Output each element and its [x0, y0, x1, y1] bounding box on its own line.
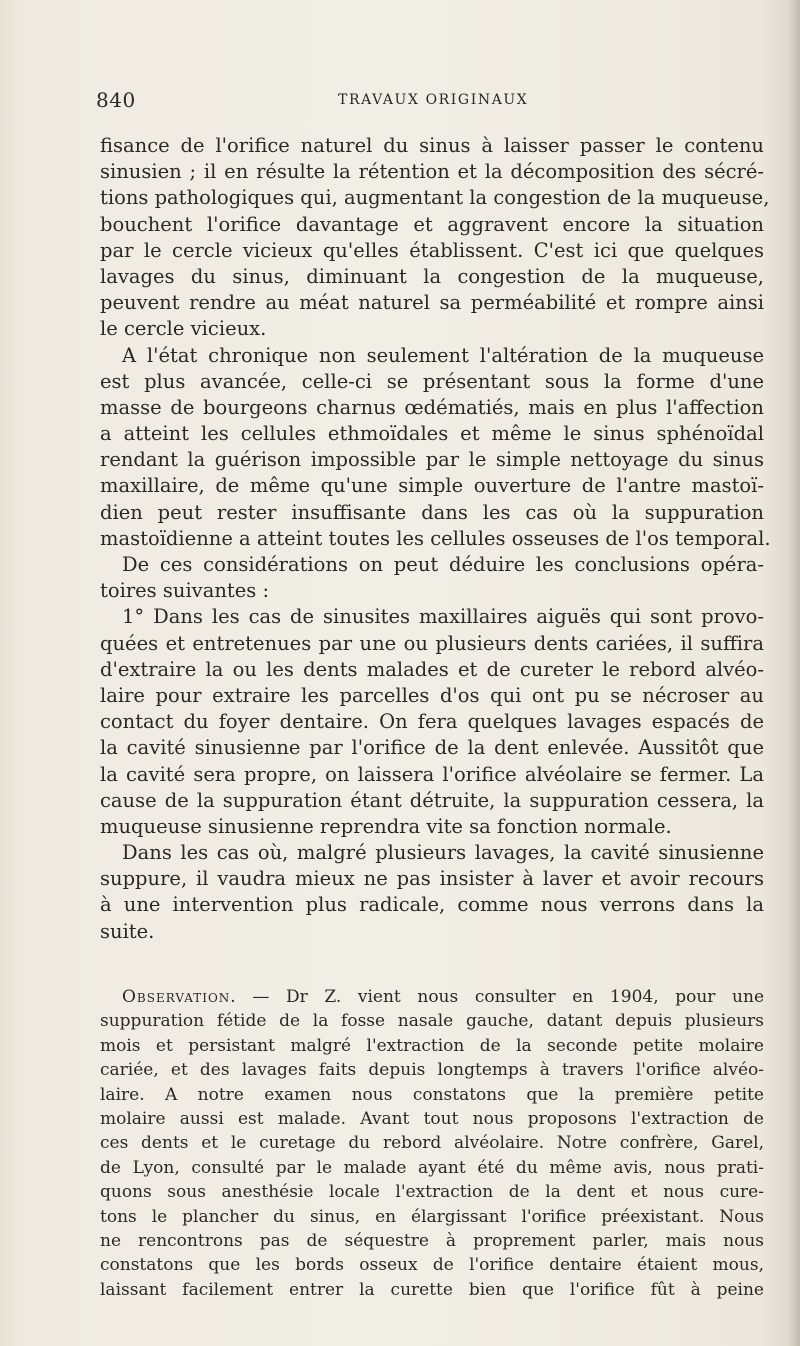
page-edge-shadow — [788, 0, 800, 1346]
text-line: De ces considérations on peut déduire les conclusions opéra- — [122, 553, 764, 576]
observation-label: Observation — [122, 987, 231, 1007]
observation-line: suppuration fétide de la fosse nasale gauche, datant depuis plusieurs — [100, 1011, 764, 1032]
observation-line: laire. A notre examen nous constatons que la première petite — [100, 1084, 764, 1105]
text-line: maxillaire, de même qu'une simple ouverture de l'antre mastoï- — [100, 474, 764, 498]
observation-block — [100, 985, 764, 1302]
text-line: laire pour extraire les parcelles d'os qui ont pu se nécroser au — [100, 683, 764, 707]
text-line: mastoïdienne a atteint toutes les cellules osseuses de l'os temporal. — [100, 526, 771, 550]
text-line: fisance de l'orifice naturel du sinus à laisser passer le contenu — [100, 134, 764, 157]
text-line: la cavité sera propre, on laissera l'orifice alvéolaire se fermer. La — [100, 762, 764, 786]
observation-first-line-text: . — Dr Z. vient nous consulter en 1904, pour une — [230, 987, 764, 1007]
text-line: par le cercle vicieux qu'elles établissent. C'est ici que quelques — [100, 238, 764, 262]
text-line: dien peut rester insuffisante dans les cas où la suppuration — [100, 500, 764, 524]
observation-line: constatons que les bords osseux de l'orifice dentaire étaient mous, — [100, 1255, 764, 1276]
text-line: muqueuse sinusienne reprendra vite sa fonction normale. — [100, 814, 672, 838]
text-line: d'extraire la ou les dents malades et de cureter le rebord alvéo- — [100, 657, 764, 681]
observation-line: de Lyon, consulté par le malade ayant été du même avis, nous prati- — [100, 1157, 764, 1178]
text-line: 1° Dans les cas de sinusites maxillaires aiguës qui sont provo- — [122, 605, 764, 629]
observation-line: tons le plancher du sinus, en élargissant l'orifice préexistant. Nous — [100, 1206, 764, 1227]
text-line: lavages du sinus, diminuant la congestion de la muqueuse, — [100, 264, 764, 288]
text-line: cause de la suppuration étant détruite, la suppuration cessera, la — [100, 788, 764, 812]
text-line: toires suivantes : — [100, 579, 270, 603]
text-line: le cercle vicieux. — [100, 317, 267, 341]
text-line: suppure, il vaudra mieux ne pas insister à laver et avoir recours — [100, 867, 764, 891]
text-line: a atteint les cellules ethmoïdales et même le sinus sphénoïdal — [100, 422, 764, 446]
observation-line: ne rencontrons pas de séquestre à proprement parler, mais nous — [100, 1230, 764, 1251]
observation-first-line — [100, 985, 764, 1009]
observation-line: quons sous anesthésie locale l'extraction de la dent et nous cure- — [100, 1182, 764, 1203]
text-line: A l'état chronique non seulement l'altération de la muqueuse — [122, 343, 764, 367]
observation-line: cariée, et des lavages faits depuis longtemps à travers l'orifice alvéo- — [100, 1060, 764, 1081]
observation-line: molaire aussi est malade. Avant tout nous proposons l'extraction de — [100, 1108, 764, 1129]
text-line: suite. — [100, 919, 155, 943]
text-line: tions pathologiques qui, augmentant la congestion de la muqueuse, — [100, 186, 770, 210]
text-line: rendant la guérison impossible par le simple nettoyage du sinus — [100, 448, 764, 472]
observation-line: mois et persistant malgré l'extraction de la seconde petite molaire — [100, 1035, 764, 1056]
text-line: est plus avancée, celle-ci se présentant sous la forme d'une — [100, 369, 764, 393]
text-line: quées et entretenues par une ou plusieurs dents cariées, il suffira — [100, 631, 764, 655]
text-line: Dans les cas où, malgré plusieurs lavages, la cavité sinusienne — [122, 841, 764, 865]
text-line: à une intervention plus radicale, comme nous verrons dans la — [100, 893, 764, 917]
running-head: TRAVAUX ORIGINAUX — [338, 92, 529, 108]
observation-line: laissant facilement entrer la curette bien que l'orifice fût à peine — [100, 1279, 764, 1300]
text-line: peuvent rendre au méat naturel sa perméabilité et rompre ainsi — [100, 291, 764, 315]
text-line: masse de bourgeons charnus œdématiés, mais en plus l'affection — [100, 395, 764, 419]
page-header — [96, 86, 764, 116]
text-line: la cavité sinusienne par l'orifice de la dent enlevée. Aussitôt que — [100, 736, 764, 760]
page-number: 840 — [96, 88, 136, 112]
main-text — [100, 133, 771, 945]
observation-line: ces dents et le curetage du rebord alvéolaire. Notre confrère, Garel, — [100, 1133, 764, 1154]
text-line: bouchent l'orifice davantage et aggravent encore la situation — [100, 212, 764, 236]
text-line: contact du foyer dentaire. On fera quelques lavages espacés de — [100, 710, 764, 734]
text-line: sinusien ; il en résulte la rétention et la décomposition des sécré- — [100, 160, 764, 184]
